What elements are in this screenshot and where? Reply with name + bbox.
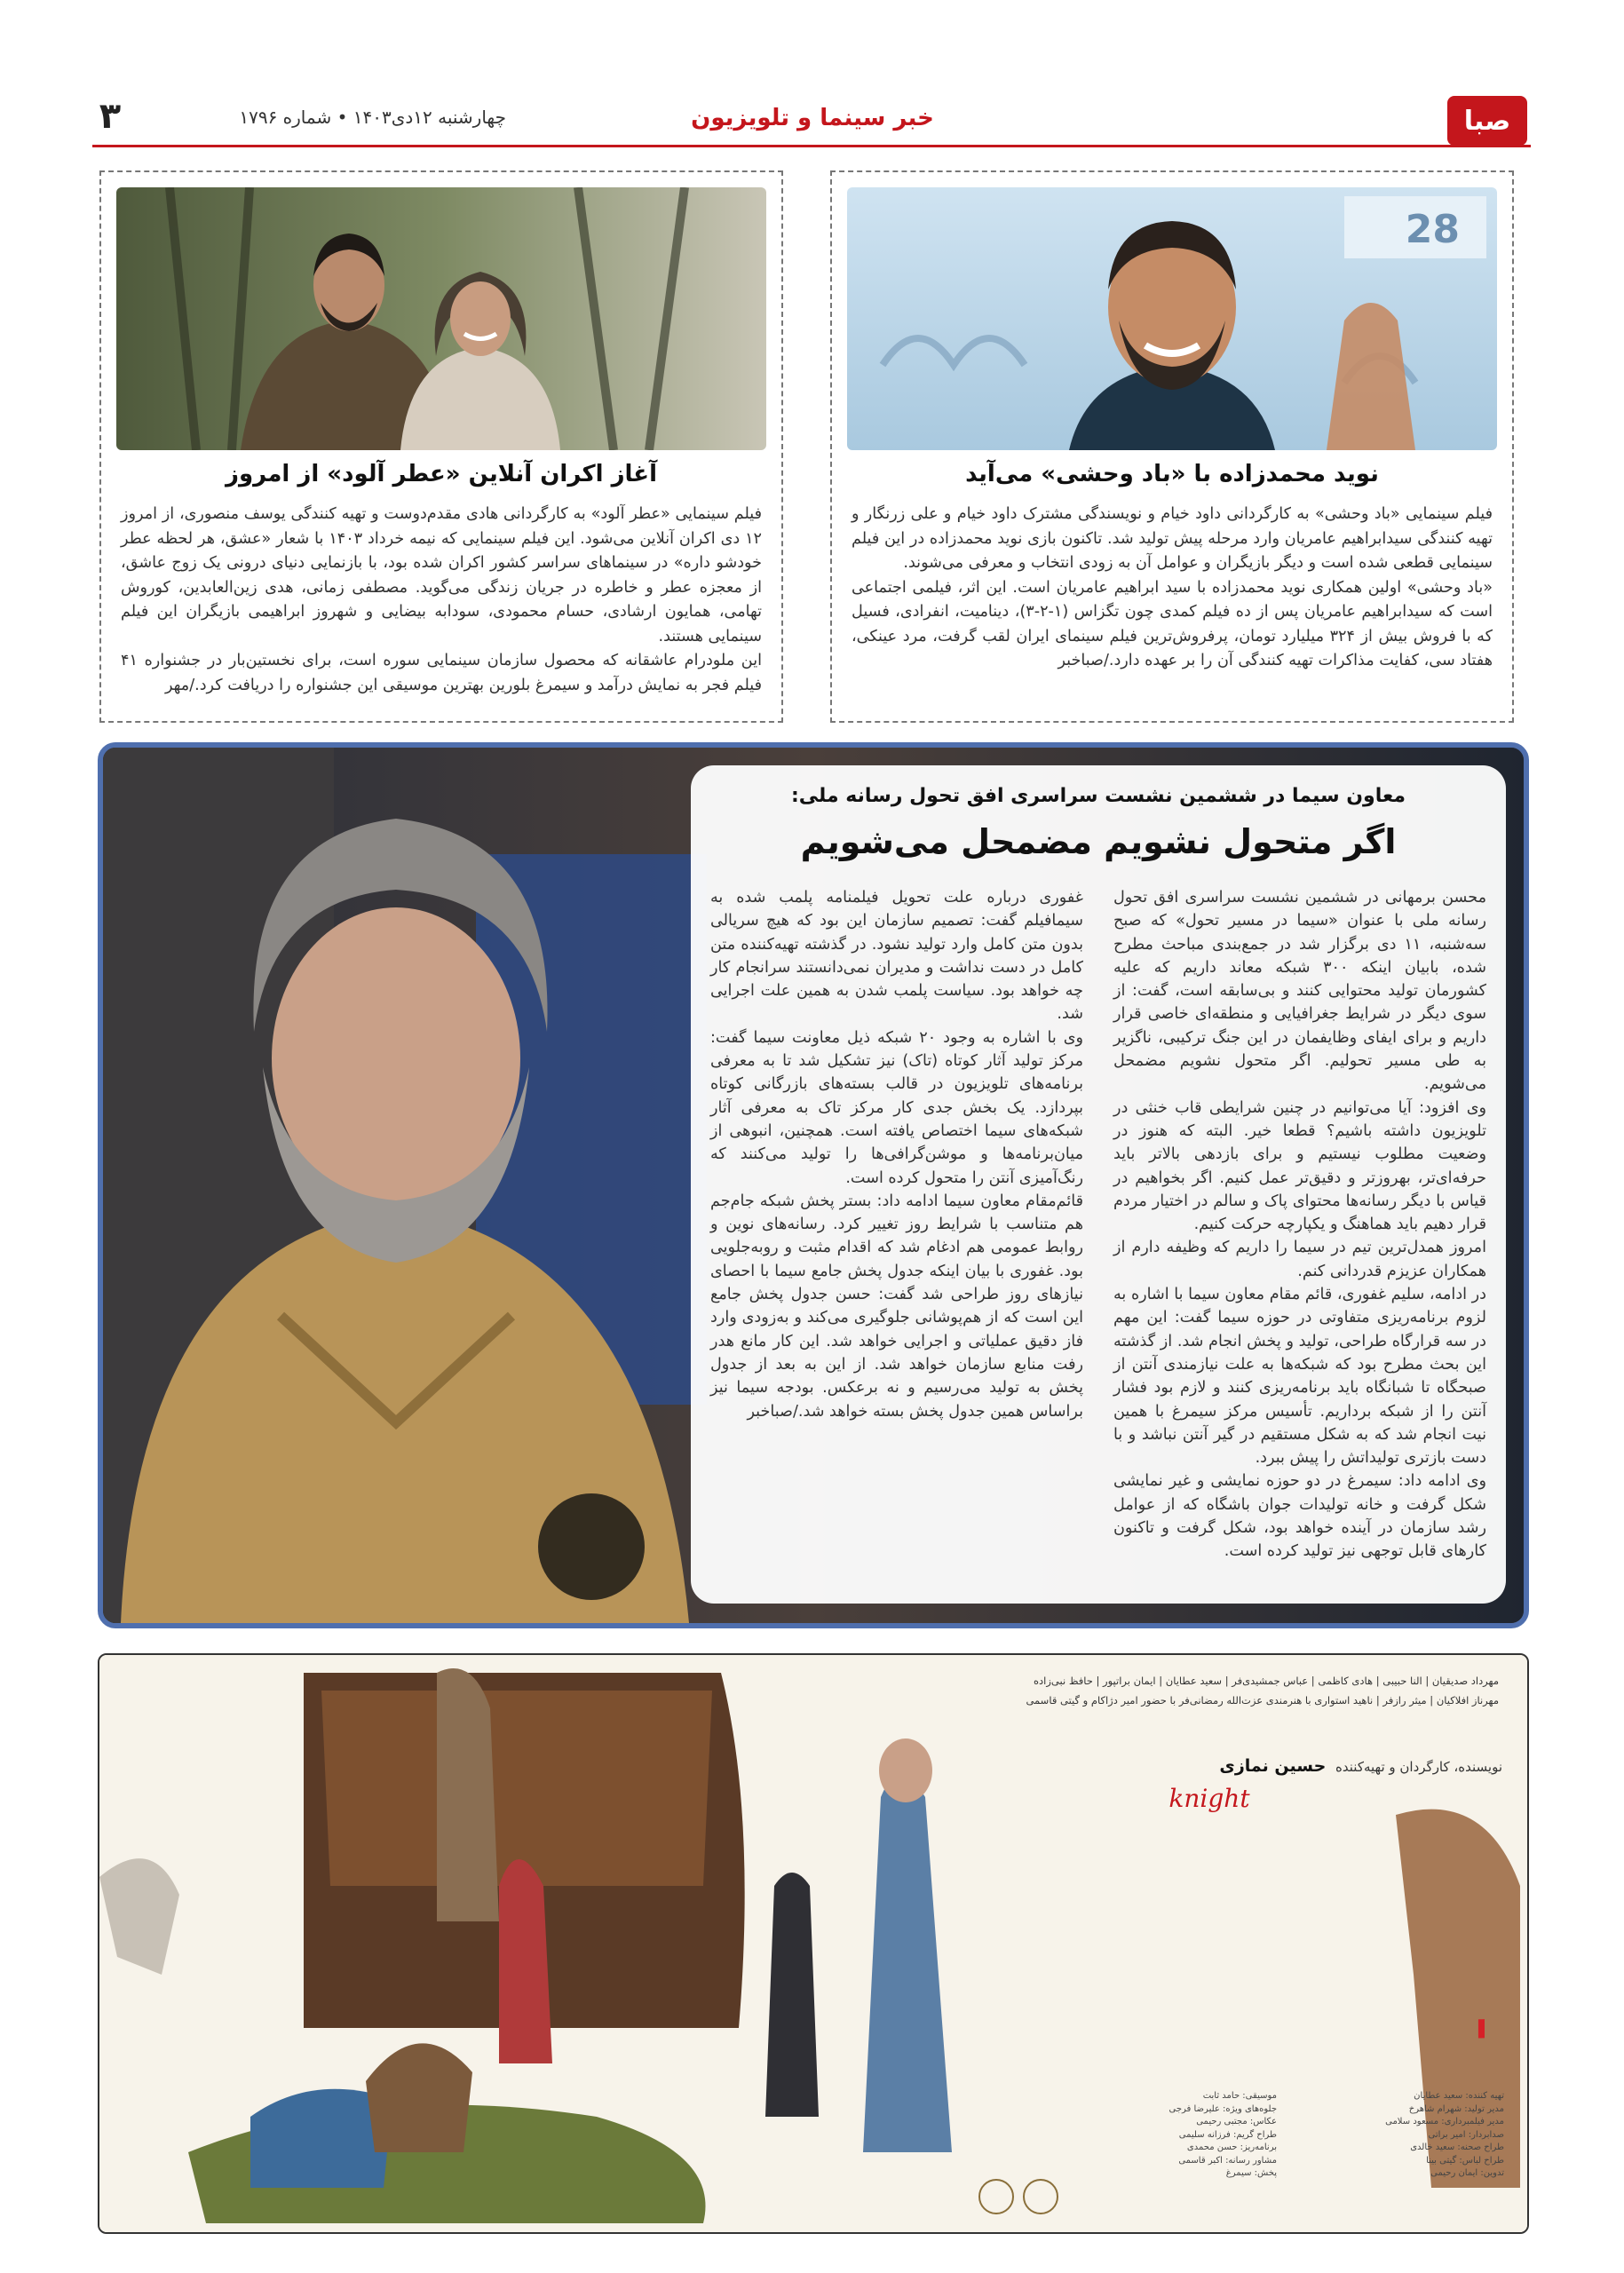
logo-text: صبا <box>1463 106 1511 137</box>
movie-poster-ad[interactable] <box>98 1653 1529 2234</box>
feature-text-card <box>691 765 1506 1604</box>
story-body <box>121 503 762 698</box>
sponsor-logo-icon <box>1023 2179 1058 2214</box>
director-name: حسین نمازی <box>1219 1756 1327 1776</box>
crew-credits <box>1067 2090 1504 2181</box>
feature-body <box>710 886 1486 1588</box>
page-number: ۳ <box>99 96 122 137</box>
crew-credit: طراح گریم: فرزانه سلیمی <box>1178 2129 1277 2140</box>
crew-credit: صدابردار: امیر براتی <box>1428 2129 1504 2140</box>
issue-date: چهارشنبه ۱۲دی۱۴۰۳ • شماره ۱۷۹۶ <box>239 107 506 128</box>
feature-article-panel <box>98 742 1529 1628</box>
movie-title-en: knight <box>1168 1784 1250 1813</box>
story-atr-alood <box>99 170 783 723</box>
director-credit <box>978 1756 1502 1776</box>
cast-line: مهرداد صدیقیان | النا حبیبی | هادی کاظمی | عباس جمشیدی‌فر | سعید عطایان | ایمان براتپور | حافظ نبی‌زاده <box>1034 1675 1499 1687</box>
feature-paragraph: وی افزود: آیا می‌توانیم در چنین شرایطی قاب خنثی در تلویزیون داشته باشیم؟ قطعا خیر. البته که هنوز در وضعیت مطلوب نیستیم و برای بازدهی بالاتر باید حرفه‌ای‌تر، بهروزتر و دقیق‌تر عمل کنیم. اگر بخواهیم در قیاس با دیگر رسانه‌ها محتوای پاک و سالم در اختیار مردم قرار دهیم باید هماهنگ و یکپارچه حرکت کنیم. <box>1113 1098 1486 1234</box>
crew-credit: پخش: سیمرغ <box>1225 2168 1277 2178</box>
section-title: خبر سینما و تلویزیون <box>691 105 934 131</box>
movie-title-logo <box>1094 1788 1485 2055</box>
feature-paragraph: غفوری درباره علت تحویل فیلمنامه پلمب شده به سیمافیلم گفت: تصمیم سازمان این بود که هیچ سریالی بدون متن کامل وارد تولید نشود. در گذشته تهیه‌کننده متن کامل در دست نداشت و مدیران نمی‌دانستند سرانجام کار چه خواهد بود. سیاست پلمب شدن به همین علت اجرایی شد. <box>710 889 1083 1024</box>
sponsor-logo-icon <box>978 2179 1014 2214</box>
cast-list <box>978 1671 1499 1710</box>
feature-paragraph: قائم‌مقام معاون سیما ادامه داد: بستر پخش شبکه جام‌جم هم متناسب با شرایط روز تغییر کرد. رسانه‌های نوین و روابط عمومی هم ادغام شد که اقدام مثبت و روبه‌جلویی بود. غفوری با بیان اینکه جدول پخش جامع سیما با احصای نیازهای روز طراحی شد گفت: حسن جدول پخش جامع این است که از هم‌پوشانی جلوگیری می‌کند و به‌زودی وارد فاز دقیق عملیاتی و اجرایی خواهد شد. این کار مانع هدر رفت منابع سازمان خواهد شد. از این به بعد از جدول پخش به تولید می‌رسیم و نه برعکس. بودجه سیما نیز براساس همین جدول پخش بسته خواهد شد./صباخبر <box>710 1192 1083 1421</box>
crew-credit: طراح صحنه: سعید خالدی <box>1410 2142 1504 2152</box>
director-label: نویسنده، کارگردان و تهیه‌کننده <box>1335 1759 1502 1775</box>
crew-credit: عکاس: مجتبی رحیمی <box>1196 2117 1277 2126</box>
newspaper-logo[interactable] <box>1447 96 1527 146</box>
crew-credit: مدیر فیلمبرداری: مسعود سلامی <box>1385 2117 1504 2126</box>
film-still-photo <box>116 187 766 450</box>
crew-credit: مدیر تولید: شهرام شاهرخ <box>1408 2103 1504 2114</box>
crew-credit: مشاور رسانه: اکبر قاسمی <box>1178 2155 1277 2166</box>
crew-credit: تدوین: ایمان رحیمی <box>1430 2168 1504 2178</box>
feature-paragraph: وی با اشاره به وجود ۲۰ شبکه ذیل معاونت سیما گفت: مرکز تولید آثار کوتاه (تاک) نیز تشکیل شد تا به معرفی برنامه‌های تلویزیون در قالب بسته‌های بازرگانی کوتاه بپردازد. یک بخش جدی کار مرکز تاک به معرفی آثار شبکه‌های سیما اختصاص یافته است. همچنین، انبوهی از میان‌برنامه‌ها و موشن‌گرافی‌ها را تولید می‌کنند که رنگ‌آمیزی آنتن را متحول کرده است. <box>710 1028 1083 1187</box>
movie-title-fa <box>1477 1862 1485 2039</box>
crew-credit: برنامه‌ریز: حسن محمدی <box>1186 2142 1277 2152</box>
story-paragraph: فیلم سینمایی «باد وحشی» به کارگردانی داود خیام و نویسندگی مشترک داود خیام و علی زرنگار و تهیه کنندگی سیدابراهیم عامریان وارد مرحله پیش تولید شد. تاکنون بازی نوید محمدزاده در این فیلم سینمایی قطعی شده است و دیگر بازیگران و عوامل آن به زودی انتخاب و معرفی می‌شوند. <box>852 505 1493 572</box>
actor-portrait-photo <box>847 187 1497 450</box>
story-body <box>852 503 1493 674</box>
cast-line: مهرناز افلاکیان | میثر رازفر | ناهید استواری با هنرمندی عزت‌الله رمضانی‌فر با حضور امیر دژاکام و گیتی قاسمی <box>1026 1694 1499 1707</box>
story-paragraph: این ملودرام عاشقانه که محصول سازمان سینمایی سوره است، برای نخستین‌بار در جشنواره ۴۱ فیلم فجر به نمایش درآمد و سیمرغ بلورین بهترین موسیقی این جشنواره را دریافت کرد./مهر <box>121 652 762 694</box>
crew-credit: موسیقی: حامد ثابت <box>1202 2091 1277 2101</box>
feature-paragraph: محسن برمهانی در ششمین نشست سراسری افق تحول رسانه ملی با عنوان «سیما در مسیر تحول» که صبح سه‌شنبه، ۱۱ دی برگزار شد در جمع‌بندی مباحث مطرح شده، بابیان اینکه ۳۰۰ شبکه معاند داریم که علیه کشورمان تولید محتوایی کنند و بی‌سابقه است، گفت: از سوی دیگر در شرایط جغرافیایی و منطقه‌ای خاصی قرار داریم و برای ایفای وظایفمان در این جنگ ترکیبی، ناگزیر به طی مسیر تحولیم. اگر متحول نشویم مضمحل می‌شویم. <box>1113 889 1487 1094</box>
sponsor-logos <box>978 2179 1058 2214</box>
crew-credit: جلوه‌های ویژه: علیرضا فرجی <box>1168 2103 1277 2114</box>
story-title: آغاز اکران آنلاین «عطر آلود» از امروز <box>226 461 657 487</box>
svg-text:28: 28 <box>1405 207 1460 252</box>
feature-headline: اگر متحول نشویم مضمحل می‌شویم <box>800 822 1397 861</box>
feature-paragraph: در ادامه، سلیم غفوری، قائم مقام معاون سیما با اشاره به لزوم برنامه‌ریزی متفاوتی در حوزه سیما گفت: این مهم در سه قرارگاه طراحی، تولید و پخش انجام شد. از گذشته این بحث مطرح بود که شبکه‌ها به علت نیازمندی آنتن از صبحگاه تا شبانگاه باید برنامه‌ریزی کنند و لازم بود فشار آنتن را از شبکه برداریم. تأسیس مرکز سیمرغ با همین نیت انجام شد که به شکل مستقیم در گیر آنتن نباشد و با دست بازتری تولیداتش را پیش ببرد. <box>1113 1286 1486 1468</box>
story-navid-mohammadzadeh <box>830 170 1514 723</box>
feature-kicker: معاون سیما در ششمین نشست سراسری افق تحول رسانه ملی: <box>790 785 1406 807</box>
feature-paragraph: وی ادامه داد: سیمرغ در دو حوزه نمایشی و غیر نمایشی شکل گرفت و خانه تولیدات جوان باشگاه که از عوامل رشد سازمان در آینده خواهد بود، شکل گرفت و تاکنون کارهای قابل توجهی نیز تولید کرده است. <box>1113 1472 1486 1561</box>
crew-credit: طراح لباس: گیتی بینا <box>1426 2155 1504 2166</box>
crew-credit: تهیه کننده: سعید عطایان <box>1414 2091 1504 2101</box>
story-title: نوید محمدزاده با «باد وحشی» می‌آید <box>965 461 1379 487</box>
header-divider <box>92 145 1531 147</box>
feature-paragraph: امروز همدل‌ترین تیم در سیما را داریم که وظیفه دارم از همکاران عزیزم قدردانی کنم. <box>1113 1239 1486 1280</box>
story-paragraph: فیلم سینمایی «عطر آلود» به کارگردانی هادی مقدم‌دوست و تهیه کنندگی یوسف منصوری، از امروز ۱۲ دی اکران آنلاین می‌شود. این فیلم سینمایی که نیمه خرداد ۱۴۰۳ با شعار «عشق، هر لحظه عطر خودشو داره» در سینماهای سراسر کشور اکران شده بود، با بازنمایی دنیای درونی یک زوج عاشق، از معجزه عطر و خاطره در جریان زندگی می‌گوید. مصطفی زمانی، هدی زین‌العابدین، کوروش تهامی، همایون ارشادی، حسام محمودی، سودابه بیضایی و شهروز ابراهیمی بازیگران این فیلم سینمایی هستند. <box>121 505 762 645</box>
story-paragraph: «باد وحشی» اولین همکاری نوید محمدزاده با سید ابراهیم عامریان است. این اثر، فیلمی اجتماعی است که سیدابراهیم عامریان پس از ده فیلم کمدی چون تگزاس (۱-۲-۳)، دینامیت، انفرادی، فسیل که با فروش بیش از ۳۲۴ میلیارد تومان، پرفروش‌ترین فیلم سینمای ایران لقب گرفت، مرد عینکی، هفتاد سی، کفایت مذاکرات تهیه کنندگی آن را بر عهده دارد./صباخبر <box>852 578 1493 669</box>
